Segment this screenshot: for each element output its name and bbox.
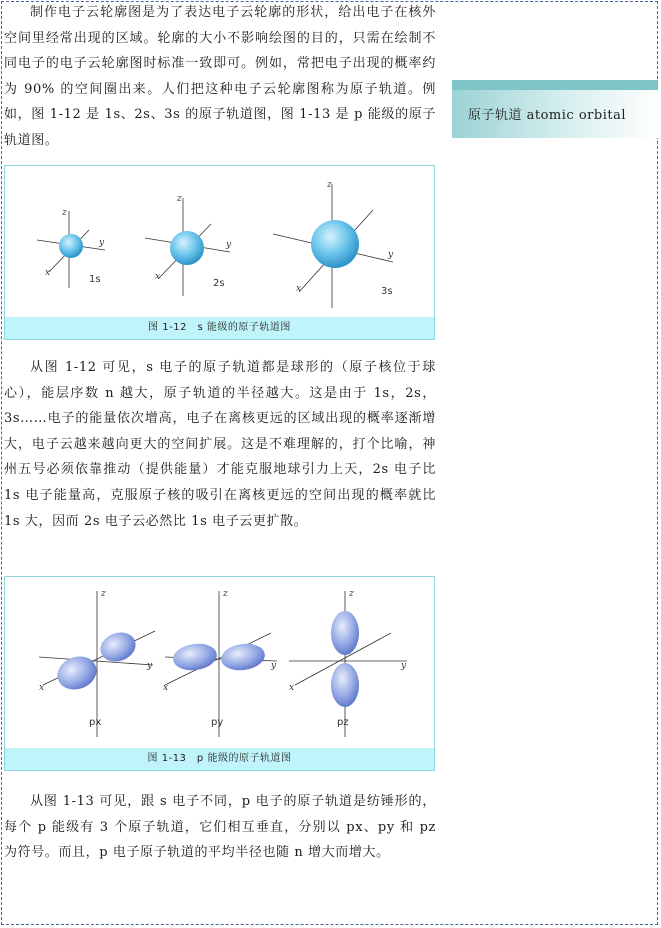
sidebar-term-box [452,80,658,138]
s-orbitals-diagram [5,166,436,319]
label-py: py [211,717,224,728]
axis-x-2s: x [155,272,161,282]
axis-y-pz: y [401,661,407,671]
label-pz: pz [337,717,349,728]
axis-z-1s: z [62,208,67,218]
axis-y-1s: y [99,238,105,248]
axis-z-3s: z [327,180,332,190]
figure-1-13-caption: 图 1-13 p 能级的原子轨道图 [5,748,434,770]
axis-x-1s: x [45,268,51,278]
orbital-py [165,591,277,737]
axis-x-pz: x [289,683,295,693]
axis-y-px: y [147,661,153,671]
paragraph-3-text: 从图 1-13 可见，跟 s 电子不同，p 电子的原子轨道是纺锤形的，每个 p 能级有 3 个原子轨道，它们相互垂直，分别以 px、py 和 pz 为符号。而且，p 电子原子轨道的平均半径也随 n 增大而增大。 [4,794,436,861]
figure-1-12-caption: 图 1-12 s 能级的原子轨道图 [5,317,434,339]
axis-x-py: x [163,683,169,693]
paragraph-1 [4,0,436,154]
paragraph-2-text: 从图 1-12 可见，s 电子的原子轨道都是球形的（原子核位于球心），能层序数 n 越大，原子轨道的半径越大。这是由于 1s，2s，3s……电子的能量依次增高，电子在离核更远的区域出现的概率逐渐增大，电子云越来越向更大的空间扩展。这是不难理解的，打个比喻，神州五号必须依靠推动（提供能量）才能克服地球引力上天，2s 电子比 1s 电子能量高，克服原子核的吸引在离核更远的空间出现的概率就比 1s 大，因而 2s 电子云必然比 1s 电子云更扩散。 [4,360,436,529]
axis-x-px: x [39,683,45,693]
figure-1-13 [4,576,435,771]
paragraph-3 [4,789,436,866]
label-px: px [89,717,102,728]
orbital-px [39,591,155,737]
axis-y-py: y [271,661,277,671]
axis-z-pz: z [349,589,354,599]
orbital-pz [289,591,407,737]
paragraph-2 [4,355,436,534]
label-3s: 3s [381,286,393,297]
paragraph-1-text: 制作电子云轮廓图是为了表达电子云轮廓的形状，给出电子在核外空间里经常出现的区域。轮廓的大小不影响绘图的目的，只需在绘制不同电子的电子云轮廓图时标准一致即可。例如，常把电子出现的概率约为 90% 的空间圈出来。人们把这种电子云轮廓图称为原子轨道。例如，图 1-12 是 1s、2s、3s 的原子轨道图，图 1-13 是 p 能级的原子轨道图。 [4,5,436,148]
orbital-3s [273,184,393,308]
axis-y-3s: y [388,250,394,260]
axis-z-px: z [101,589,106,599]
axis-z-2s: z [177,194,182,204]
label-1s: 1s [89,274,101,285]
axis-x-3s: x [296,284,302,294]
axis-z-py: z [223,589,228,599]
axis-y-2s: y [226,240,232,250]
figure-1-12 [4,165,435,340]
sidebar-term: 原子轨道 atomic orbital [468,108,626,123]
label-2s: 2s [213,278,225,289]
